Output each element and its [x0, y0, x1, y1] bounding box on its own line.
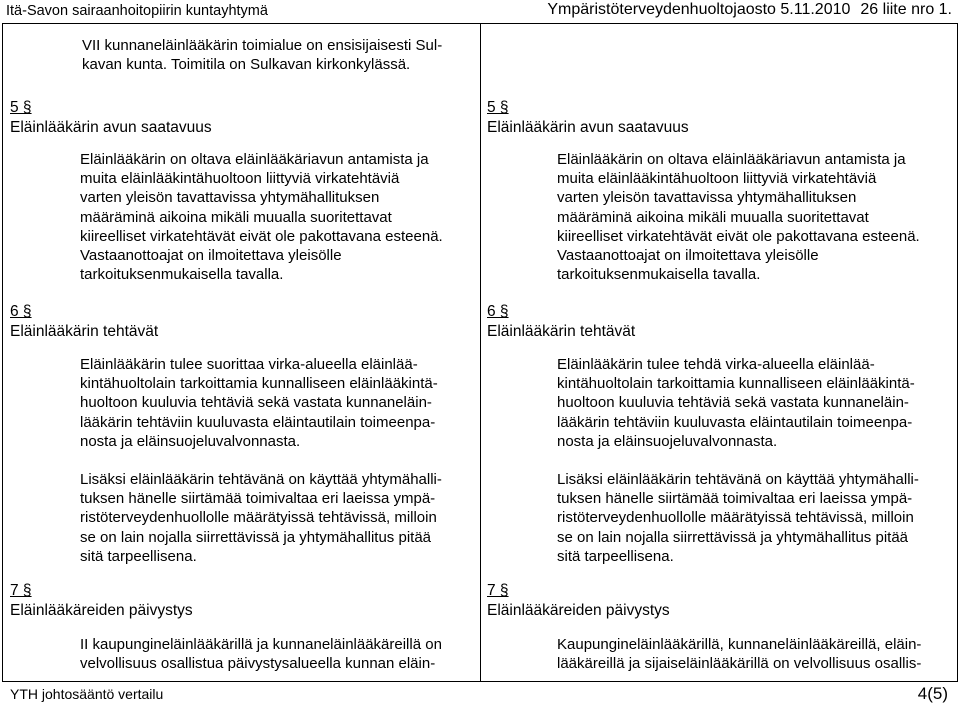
footer-document-title: YTH johtosääntö vertailu [10, 686, 164, 702]
right-section-6-number: 6 § [487, 303, 509, 320]
table-right-border [957, 24, 958, 682]
left-section-6-text-2: Lisäksi eläinlääkärin tehtävänä on käyttää yhtymähalli- tuksen hänelle siirtämää toimivaltaa eri laeissa ympä- ristöterveydenhuollolle määrätyissä tehtävissä, milloin se on lain nojalla siirrettävissä ja yhtymähallitus pitää sitä tarpeellisena. [80, 471, 442, 565]
right-section-5-heading [487, 98, 689, 137]
right-section-5-text: Eläinlääkärin on oltava eläinlääkäriavun antamista ja muita eläinlääkintähuoltoon liittyviä virkatehtäviä varten yleisön tavattavissa yhtymähallituksen määräminä aikoina mikäli muualla suoritettavat kiireelliset virkatehtävät eivät ole pakottavana esteenä. Vastaanottoajat on ilmoitettava yleisölle tarkoituksenmukaisella tavalla. [557, 151, 920, 284]
left-intro-text: VII kunnaneläinlääkärin toimialue on ensisijaisesti Sul- kavan kunta. Toimitila on Sulkavan kirkonkylässä. [82, 37, 443, 74]
left-section-6-heading [10, 302, 158, 341]
header-attachment: 26 liite nro 1. [860, 1, 952, 18]
left-section-7-number: 7 § [10, 582, 32, 599]
left-section-6-title: Eläinlääkärin tehtävät [10, 322, 159, 340]
right-section-6-title: Eläinlääkärin tehtävät [487, 322, 636, 340]
right-section-6-text-2: Lisäksi eläinlääkärin tehtävänä on käyttää yhtymähalli- tuksen hänelle siirtämää toimivaltaa eri laeissa ympä- ristöterveydenhuollolle määrätyissä tehtävissä, milloin se on lain nojalla siirrettävissä ja yhtymähallitus pitää sitä tarpeellisena. [557, 471, 919, 565]
header-organization: Itä-Savon sairaanhoitopiirin kuntayhtymä [6, 3, 268, 19]
left-section-7-heading [10, 581, 193, 620]
left-section-5-title: Eläinlääkärin avun saatavuus [10, 118, 212, 136]
header-meeting-reference [547, 1, 952, 19]
left-section-7-title: Eläinlääkäreiden päivystys [10, 601, 193, 619]
table-column-divider [480, 24, 481, 682]
right-section-7-title: Eläinlääkäreiden päivystys [487, 601, 670, 619]
table-left-border [2, 24, 3, 682]
left-section-7-text: II kaupungineläinlääkärillä ja kunnaneläinlääkäreillä on velvollisuus osallistua päivystysalueella kunnan eläin- [80, 636, 442, 673]
right-section-7-heading [487, 581, 670, 620]
header-meeting: Ympäristöterveydenhuoltojaosto 5.11.2010 [547, 1, 851, 18]
right-section-6-heading [487, 302, 635, 341]
left-section-6-number: 6 § [10, 303, 32, 320]
left-section-6-text-1: Eläinlääkärin tulee suorittaa virka-alueella eläinlää- kintähuoltolain tarkoittamia kunnalliseen eläinlääkintä- huoltoon kuuluvia tehtäviä sekä vastata kunnaneläin- lääkärin tehtäviin kuuluvasta eläintautilain toimeenpa- nosta ja eläinsuojeluvalvonnasta. [80, 356, 438, 450]
right-section-6-text-1: Eläinlääkärin tulee tehdä virka-alueella eläinlää- kintähuoltolain tarkoittamia kunnalliseen eläinlääkintä- huoltoon kuuluvia tehtäviä sekä vastata kunnaneläin- lääkärin tehtäviin kuuluvasta eläintautilain toimeenpa- nosta ja eläinsuojeluvalvonnasta. [557, 356, 915, 450]
right-section-5-number: 5 § [487, 99, 509, 116]
left-section-5-number: 5 § [10, 99, 32, 116]
left-section-5-heading [10, 98, 212, 137]
right-section-7-text: Kaupungineläinlääkärillä, kunnaneläinlääkäreillä, eläin- lääkäreillä ja sijaiseläinlääkärillä on velvollisuus osallis- [557, 636, 922, 673]
footer-page-number: 4(5) [917, 684, 948, 703]
right-section-7-number: 7 § [487, 582, 509, 599]
left-section-5-text: Eläinlääkärin on oltava eläinlääkäriavun antamista ja muita eläinlääkintähuoltoon liittyviä virkatehtäviä varten yleisön tavattavissa yhtymähallituksen määräminä aikoina mikäli muualla suoritettavat kiireelliset virkatehtävät eivät ole pakottavana esteenä. Vastaanottoajat on ilmoitettava yleisölle tarkoituksenmukaisella tavalla. [80, 151, 443, 284]
right-section-5-title: Eläinlääkärin avun saatavuus [487, 118, 689, 136]
